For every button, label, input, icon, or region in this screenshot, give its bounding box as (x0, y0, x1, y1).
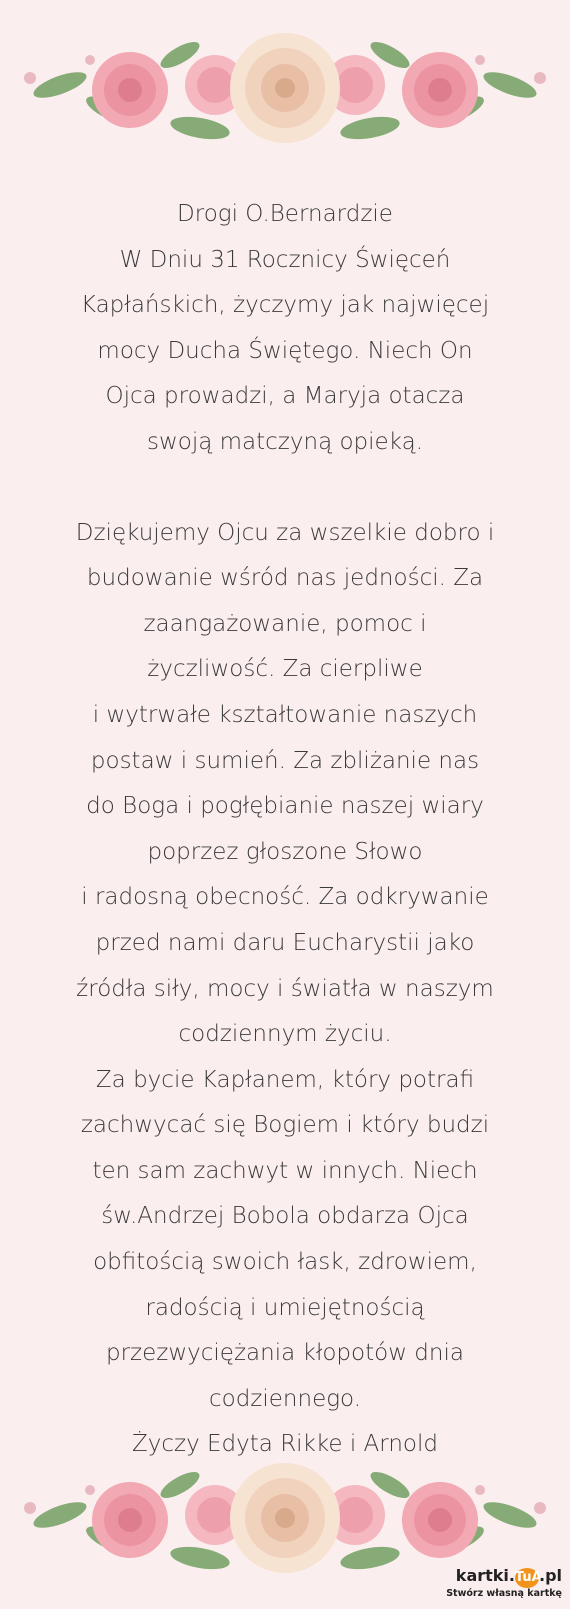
message-line: do Boga i pogłębianie naszej wiary (86, 793, 484, 820)
logo-brand (444, 1567, 562, 1588)
message-line: poprzez głoszone Słowo (147, 838, 423, 865)
message-line: codziennym życiu. (178, 1021, 392, 1048)
message-line: zaangażowanie, pomoc i (143, 610, 427, 637)
rose-garland-top-icon (0, 10, 570, 160)
logo-brand-right: .pl (538, 1566, 562, 1585)
message-line: codziennego. (208, 1385, 361, 1412)
logo-brand-left: kartki. (455, 1566, 515, 1585)
message-line: postaw i sumień. Za zbliżanie nas (90, 747, 480, 774)
message-line: Za bycie Kapłanem, który potrafi (95, 1066, 475, 1093)
message-line: Ojca prowadzi, a Maryja otacza (105, 383, 465, 410)
card-message (20, 192, 550, 1468)
logo-tagline: Stwórz własną kartkę (446, 1588, 562, 1599)
message-line: W Dniu 31 Rocznicy Święceń (119, 246, 451, 273)
signature: Życzy Edyta Rikke i Arnold (132, 1431, 438, 1458)
message-line: św.Andrzej Bobola obdarza Ojca (101, 1203, 469, 1230)
message-line: i wytrwałe kształtowanie naszych (92, 701, 478, 728)
message-line: swoją matczyną opieką. (146, 428, 424, 455)
greeting-line: Drogi O.Bernardzie (177, 201, 393, 227)
message-line: źródła siły, mocy i światła w naszym (76, 975, 494, 1002)
message-line: i radosną obecność. Za odkrywanie (81, 884, 489, 911)
message-line: Dziękujemy Ojcu za wszelkie dobro i (75, 519, 495, 546)
paragraph-gap (20, 466, 550, 511)
message-line: obfitością swoich łask, zdrowiem, (93, 1249, 477, 1276)
message-line: przezwyciężania kłopotów dnia (106, 1340, 464, 1367)
message-line: zachwycać się Bogiem i który budzi (80, 1112, 490, 1139)
message-line: Kapłańskich, życzymy jak najwięcej (80, 292, 490, 319)
message-line: mocy Ducha Świętego. Niech On (97, 337, 473, 364)
message-line: ten sam zachwyt w innych. Niech (92, 1157, 478, 1184)
message-line: życzliwość. Za cierpliwe (147, 656, 423, 683)
kartki-logo[interactable] (444, 1567, 562, 1607)
logo-brand-mid: TuA (515, 1568, 539, 1588)
message-line: budowanie wśród nas jedności. Za (86, 565, 484, 592)
message-line: przed nami daru Eucharystii jako (95, 929, 475, 956)
message-line: radością i umiejętnością (145, 1294, 425, 1321)
